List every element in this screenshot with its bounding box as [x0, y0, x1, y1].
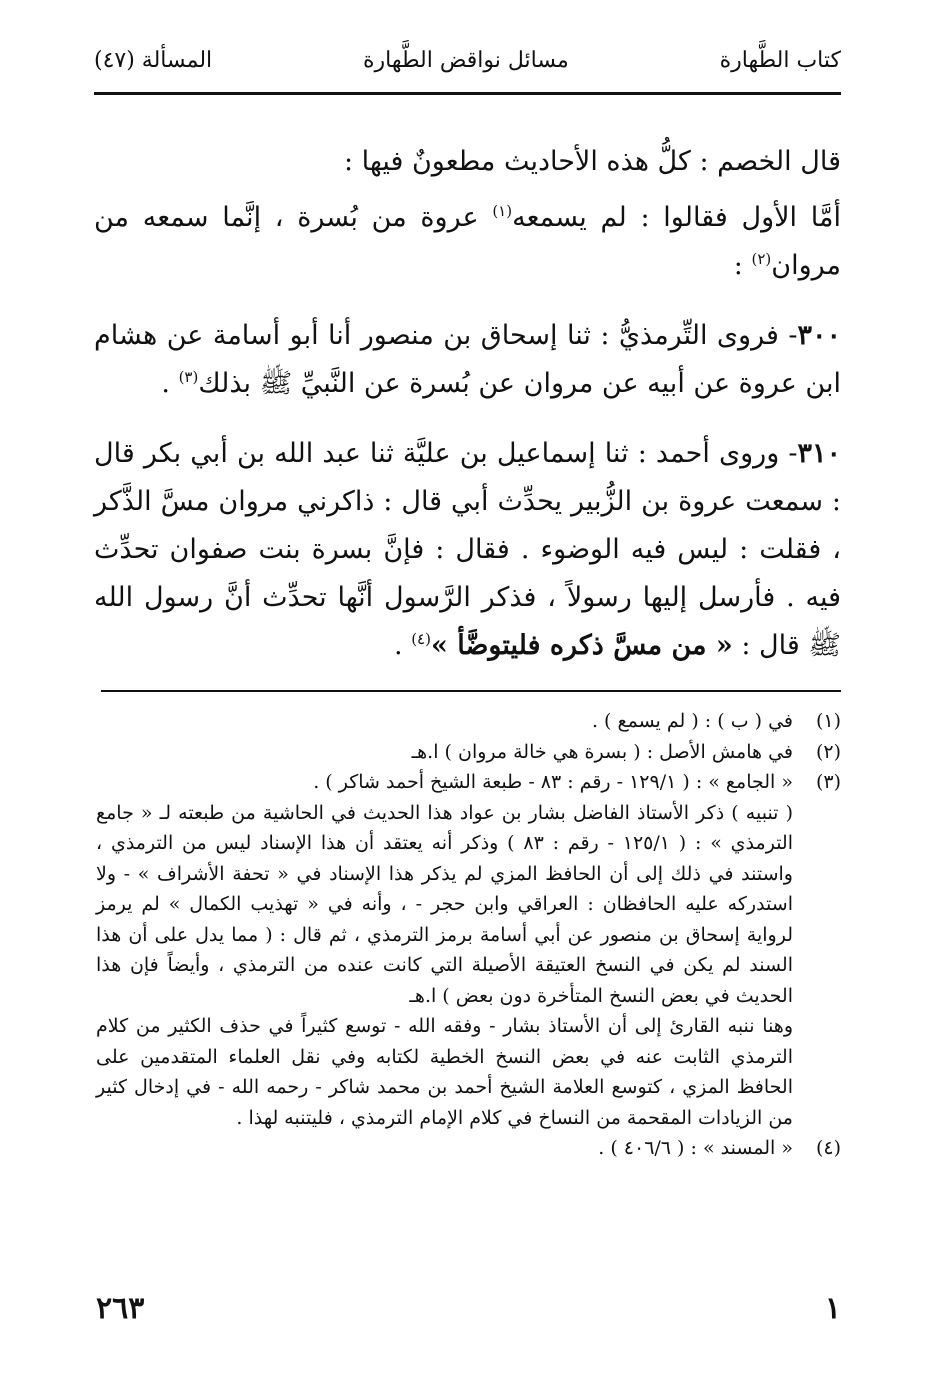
hadith-310 — [94, 430, 841, 670]
first-text-c: : — [733, 250, 752, 281]
footnote-ref-4[interactable]: (٤) — [411, 630, 431, 648]
issue-number: المسألة (٤٧) — [94, 47, 213, 73]
footnote-text-2: في هامش الأصل : ( بسرة هي خالة مروان ) ا.هـ — [411, 740, 793, 763]
page-number: ٢٦٣ — [96, 1290, 145, 1326]
intro-text: قال الخصم : كلُّ هذه الأحاديث مطعونٌ فيها : — [343, 146, 841, 177]
footnote-mark-1: (١) — [815, 710, 841, 732]
main-text — [94, 138, 841, 670]
header-divider — [94, 92, 841, 95]
footnote-2 — [96, 737, 841, 768]
footnote-ref-2[interactable]: (٢) — [751, 250, 772, 268]
hadith-310-end: . — [394, 630, 412, 661]
footnote-text-4: « المسند » : ( ٤٠٦/٦ ) . — [598, 1137, 793, 1159]
paragraph-intro — [94, 138, 841, 186]
footnote-mark-4: (٤) — [815, 1137, 841, 1159]
footnote-text-3: « الجامع » : ( ١٢٩/١ - رقم : ٨٣ - طبعة الشيخ أحمد شاكر ) . — [313, 771, 793, 793]
hadith-number-300: ٣٠٠ — [797, 320, 841, 351]
page-footer — [96, 1286, 841, 1330]
hadith-300-end: . — [161, 368, 179, 399]
paragraph-first-objection — [94, 194, 841, 290]
hadith-310-quote: « من مسَّ ذكره فليتوضَّأ » — [430, 630, 733, 661]
hadith-300-text: - فروى التِّرمذيُّ : ثنا إسحاق بن منصور أنا أبو أسامة عن هشام ابن عروة عن أبيه عن مروان عن بُسرة عن النَّبيِّ ﷺ بذلك — [94, 320, 841, 399]
footnote-mark-3: (٣) — [815, 771, 841, 793]
footnote-divider — [101, 690, 841, 692]
footnote-ref-3[interactable]: (٣) — [178, 368, 199, 386]
signature-mark: ١ — [824, 1290, 841, 1326]
footnote-3 — [96, 767, 841, 798]
hadith-number-310: ٣١٠ — [797, 438, 841, 469]
chapter-title: مسائل نواقض الطَّهارة — [362, 47, 569, 73]
hadith-300 — [94, 312, 841, 408]
first-text-a: أمَّا الأول فقالوا : لم يسمعه — [512, 202, 841, 233]
footnote-4 — [96, 1133, 841, 1164]
first-text-b: عروة من بُسرة ، إنَّما سمعه من مروان — [94, 202, 841, 281]
footnote-3-note-1: ( تنبيه ) ذكر الأستاذ الفاضل بشار بن عواد هذا الحديث في الحاشية من طبعته لـ « جامع الترمذي » : ( ١٢٥/١ - رقم : ٨٣ ) وذكر أنه يعتقد أن هذا الإسناد ليس من الترمذي ، واستند في ذلك إلى أن الحافظ المزي لم يذكر هذا الإسناد في « تحفة الأشراف » - ولا استدركه عليه الحافظان : العراقي وابن حجر - ، وأنه في « تهذيب الكمال » لم يرمز لرواية إسحاق بن منصور عن أبي أسامة برمز الترمذي ، ثم قال : ( مما يدل على أن هذا السند لم يكن في النسخ العتيقة الأصيلة التي كانت عنده من الترمذي ، وأيضاً فإن هذا الحديث في بعض النسخ المتأخرة دون بعض ) ا.هـ — [96, 801, 793, 1007]
footnote-3-note-2: وهنا ننبه القارئ إلى أن الأستاذ بشار - وفقه الله - توسع كثيراً في حذف الكثير من كلام الترمذي الثابت عنه في بعض النسخ الخطية لكتابه وفي نقل العلماء المتقدمين على الحافظ المزي ، كتوسع العلامة الشيخ أحمد بن محمد شاكر - رحمه الله - في إدخال كثير من الزيادات المقحمة من النساخ في كلام الإمام الترمذي ، فليتنبه لهذا . — [96, 1015, 793, 1129]
running-header — [94, 38, 841, 82]
footnote-text-1: في ( ب ) : ( لم يسمع ) . — [591, 710, 793, 732]
book-title: كتاب الطَّهارة — [719, 47, 841, 73]
footnotes — [96, 706, 841, 1164]
footnote-1 — [96, 706, 841, 737]
footnote-mark-2: (٢) — [815, 740, 841, 763]
footnote-ref-1[interactable]: (١) — [492, 202, 513, 220]
hadith-310-text: - وروى أحمد : ثنا إسماعيل بن عليَّة ثنا عبد الله بن أبي بكر قال : سمعت عروة بن الزُّبير يحدِّث أبي قال : ذاكرني مروان مسَّ الذَّكر ، فقلت : ليس فيه الوضوء . فقال : فإنَّ بسرة بنت صفوان تحدِّث فيه . فأرسل إليها رسولاً ، فذكر الرَّسول أنَّها تحدِّث أنَّ رسول الله ﷺ قال : — [94, 438, 841, 661]
